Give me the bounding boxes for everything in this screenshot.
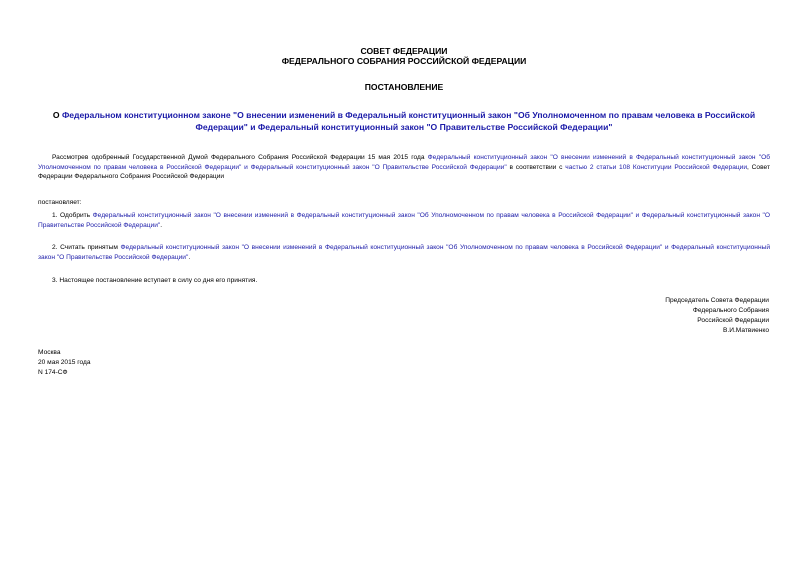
item-3-paragraph: 3. Настоящее постановление вступает в силу со дня его принятия.: [52, 276, 258, 284]
item-2-law-link[interactable]: Федеральный конституционный закон "О внесении изменений в Федеральный конституционный закон "Об Уполномоченном по правам человека в Российской Федерации" и Федеральный конституционный закон "О Правительстве Российской Федерации": [38, 244, 771, 261]
item-1-paragraph: [38, 211, 770, 230]
item-1-text: 1. Одобрить: [52, 211, 93, 219]
resolve-word: постановляет:: [38, 199, 82, 207]
signatory-name: В.И.Матвиенко: [722, 327, 769, 335]
subject-law-link[interactable]: Федеральном конституционном законе "О внесении изменений в Федеральный конституционный закон "Об Уполномоченном по правам человека в Российской Федерации" и Федеральный конституционный закон "О Правительстве Российской Федерации": [61, 110, 756, 132]
item-2-text: 2. Считать принятым: [52, 244, 121, 252]
adoption-date: 20 мая 2015 года: [38, 359, 91, 367]
constitution-link[interactable]: частью 2 статьи 108 Конституции Российской Федерации: [565, 163, 748, 171]
city: Москва: [38, 349, 61, 356]
signature-block: [665, 296, 769, 336]
intro-text-2: в соответствии с: [506, 163, 566, 171]
item-2-paragraph: [38, 243, 770, 262]
item-1-law-link[interactable]: Федеральный конституционный закон "О внесении изменений в Федеральный конституционный закон "Об Уполномоченном по правам человека в Российской Федерации" и Федеральный конституционный закон "О Правительстве Российской Федерации": [38, 211, 771, 229]
item-2-end: .: [188, 253, 191, 261]
issuer-line-1: СОВЕТ ФЕДЕРАЦИИ: [360, 46, 448, 56]
document-subject: [38, 110, 770, 133]
signature-line-1: Председатель Совета Федерации: [665, 297, 769, 304]
document-type: ПОСТАНОВЛЕНИЕ: [364, 82, 444, 92]
place-date-block: [38, 348, 91, 378]
signature-line-2: Федерального Собрания: [692, 307, 769, 315]
issuer-line-2: ФЕДЕРАЛЬНОГО СОБРАНИЯ РОССИЙСКОЙ ФЕДЕРАЦИИ: [281, 56, 527, 66]
intro-text-3: , Совет Федерации Федерального Собрания Российской Федерации: [38, 163, 770, 181]
subject-prefix: О: [52, 110, 62, 120]
document-page: [38, 44, 770, 285]
intro-paragraph: [38, 153, 770, 182]
intro-law-link[interactable]: Федеральный конституционный закон "О внесении изменений в Федеральный конституционный закон "Об Уполномоченном по правам человека в Российской Федерации" и Федеральный конституционный закон "О Правительстве Российской Федерации": [38, 154, 770, 171]
document-number: N 174-СФ: [38, 369, 68, 377]
item-1-end: .: [160, 221, 163, 229]
intro-text-1: Рассмотрев одобренный Государственной Думой Федерального Собрания Российской Федерации 15 мая 2015 года: [52, 154, 428, 161]
signature-line-3: Российской Федерации: [697, 317, 769, 325]
